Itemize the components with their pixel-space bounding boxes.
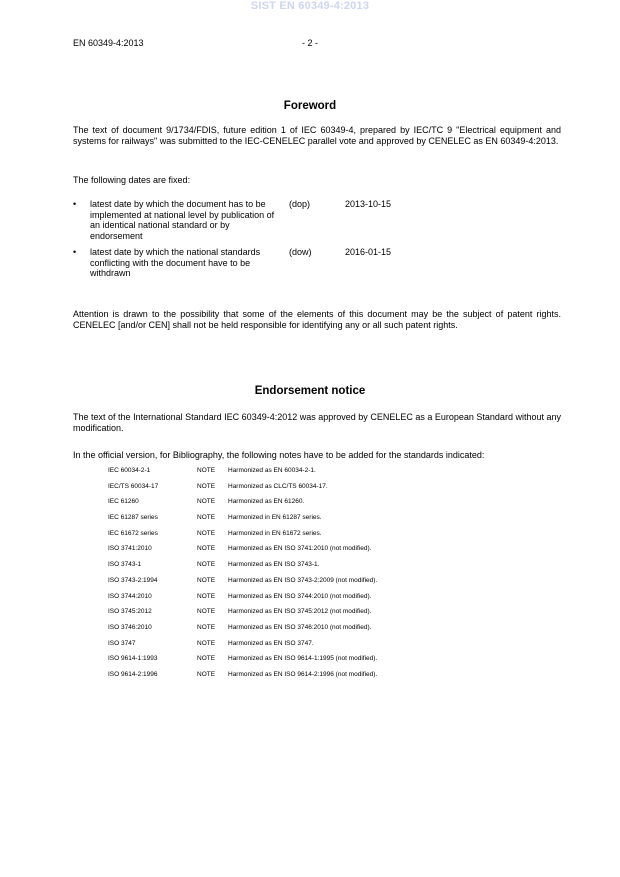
- endorsement-text: The text of the International Standard IEC 60349-4:2012 was approved by CENELEC as a European Standard without any modification.: [73, 412, 561, 433]
- note-text: Harmonized in EN 61287 series.: [228, 514, 322, 522]
- note-label: NOTE: [197, 639, 216, 647]
- note-standard: IEC 60034-2-1: [108, 467, 151, 474]
- note-label: NOTE: [197, 529, 216, 537]
- note-standard: ISO 3741:2010: [108, 545, 152, 553]
- bibliography-intro: In the official version, for Bibliography, the following notes have to be added for the standards indicated:: [73, 450, 485, 460]
- note-standard: ISO 3747: [108, 639, 136, 647]
- note-label: NOTE: [197, 576, 216, 584]
- note-text: Harmonized as EN ISO 9614-2:1996 (not modified).: [228, 670, 378, 678]
- note-standard: IEC 61672 series: [108, 529, 158, 537]
- note-standard: ISO 3744:2010: [108, 592, 152, 600]
- note-text: Harmonized in EN 61672 series.: [228, 529, 322, 537]
- date-description: latest date by which the national standards conflicting with the document have to be withdrawn: [90, 247, 261, 278]
- attention-paragraph: Attention is drawn to the possibility that some of the elements of this document may be the subject of patent rights. CENELEC [and/or CEN] shall not be held responsible for identifying any or all such patent rights.: [73, 309, 561, 330]
- note-standard: ISO 3743-2:1994: [108, 576, 158, 584]
- foreword-intro: The text of document 9/1734/FDIS, future edition 1 of IEC 60349-4, prepared by IEC/TC 9 "Electrical equipment and systems for railways" was submitted to the IEC-CENELEC parallel vote and approved by CENELEC as EN 60349-4:2013.: [73, 125, 561, 146]
- note-text: Harmonized as EN ISO 3743-2:2009 (not modified).: [228, 576, 378, 584]
- note-text: Harmonized as EN ISO 3744:2010 (not modified).: [228, 592, 372, 600]
- page-number: - 2 -: [301, 38, 318, 48]
- note-standard: ISO 3743-1: [108, 561, 142, 569]
- date-value: 2013-10-15: [345, 199, 392, 209]
- note-standard: ISO 3746:2010: [108, 623, 152, 631]
- note-standard: IEC 61287 series: [108, 514, 158, 522]
- note-standard: ISO 3745:2012: [108, 608, 152, 616]
- note-label: NOTE: [197, 655, 216, 663]
- bullet: •: [73, 247, 77, 257]
- note-label: NOTE: [197, 608, 216, 616]
- note-standard: IEC 61260: [108, 498, 139, 506]
- bullet: •: [73, 199, 77, 209]
- date-value: 2016-01-15: [345, 247, 392, 257]
- watermark: SIST EN 60349-4:2013: [250, 0, 370, 12]
- note-label: NOTE: [197, 623, 216, 631]
- date-code: (dop): [289, 199, 311, 209]
- note-label: NOTE: [197, 482, 216, 490]
- date-description: latest date by which the document has to be implemented at national level by publication of an identical national standard or by endorsement: [90, 199, 275, 241]
- document-id: EN 60349-4:2013: [73, 38, 144, 48]
- note-standard: ISO 9614-1:1993: [108, 655, 158, 663]
- note-standard: ISO 9614-2:1996: [108, 670, 158, 678]
- note-text: Harmonized as EN 61260.: [228, 498, 305, 506]
- note-label: NOTE: [197, 514, 216, 522]
- note-text: Harmonized as EN 60034-2-1.: [228, 467, 316, 474]
- note-text: Harmonized as EN ISO 3743-1.: [228, 561, 320, 569]
- note-label: NOTE: [197, 545, 216, 553]
- foreword-title: Foreword: [283, 100, 337, 112]
- endorsement-title: Endorsement notice: [254, 385, 366, 397]
- note-standard: IEC/TS 60034-17: [108, 482, 159, 490]
- note-text: Harmonized as EN ISO 9614-1:1995 (not modified).: [228, 655, 378, 663]
- note-text: Harmonized as CLC/TS 60034-17.: [228, 482, 328, 490]
- date-code: (dow): [289, 247, 312, 257]
- note-text: Harmonized as EN ISO 3747.: [228, 639, 314, 647]
- note-text: Harmonized as EN ISO 3745:2012 (not modified).: [228, 608, 372, 616]
- note-text: Harmonized as EN ISO 3746:2010 (not modified).: [228, 623, 372, 631]
- note-text: Harmonized as EN ISO 3741:2010 (not modified).: [228, 545, 372, 553]
- note-label: NOTE: [197, 561, 216, 569]
- note-label: NOTE: [197, 467, 216, 474]
- dates-intro: The following dates are fixed:: [73, 175, 191, 185]
- note-label: NOTE: [197, 498, 216, 506]
- note-label: NOTE: [197, 592, 216, 600]
- note-label: NOTE: [197, 670, 216, 678]
